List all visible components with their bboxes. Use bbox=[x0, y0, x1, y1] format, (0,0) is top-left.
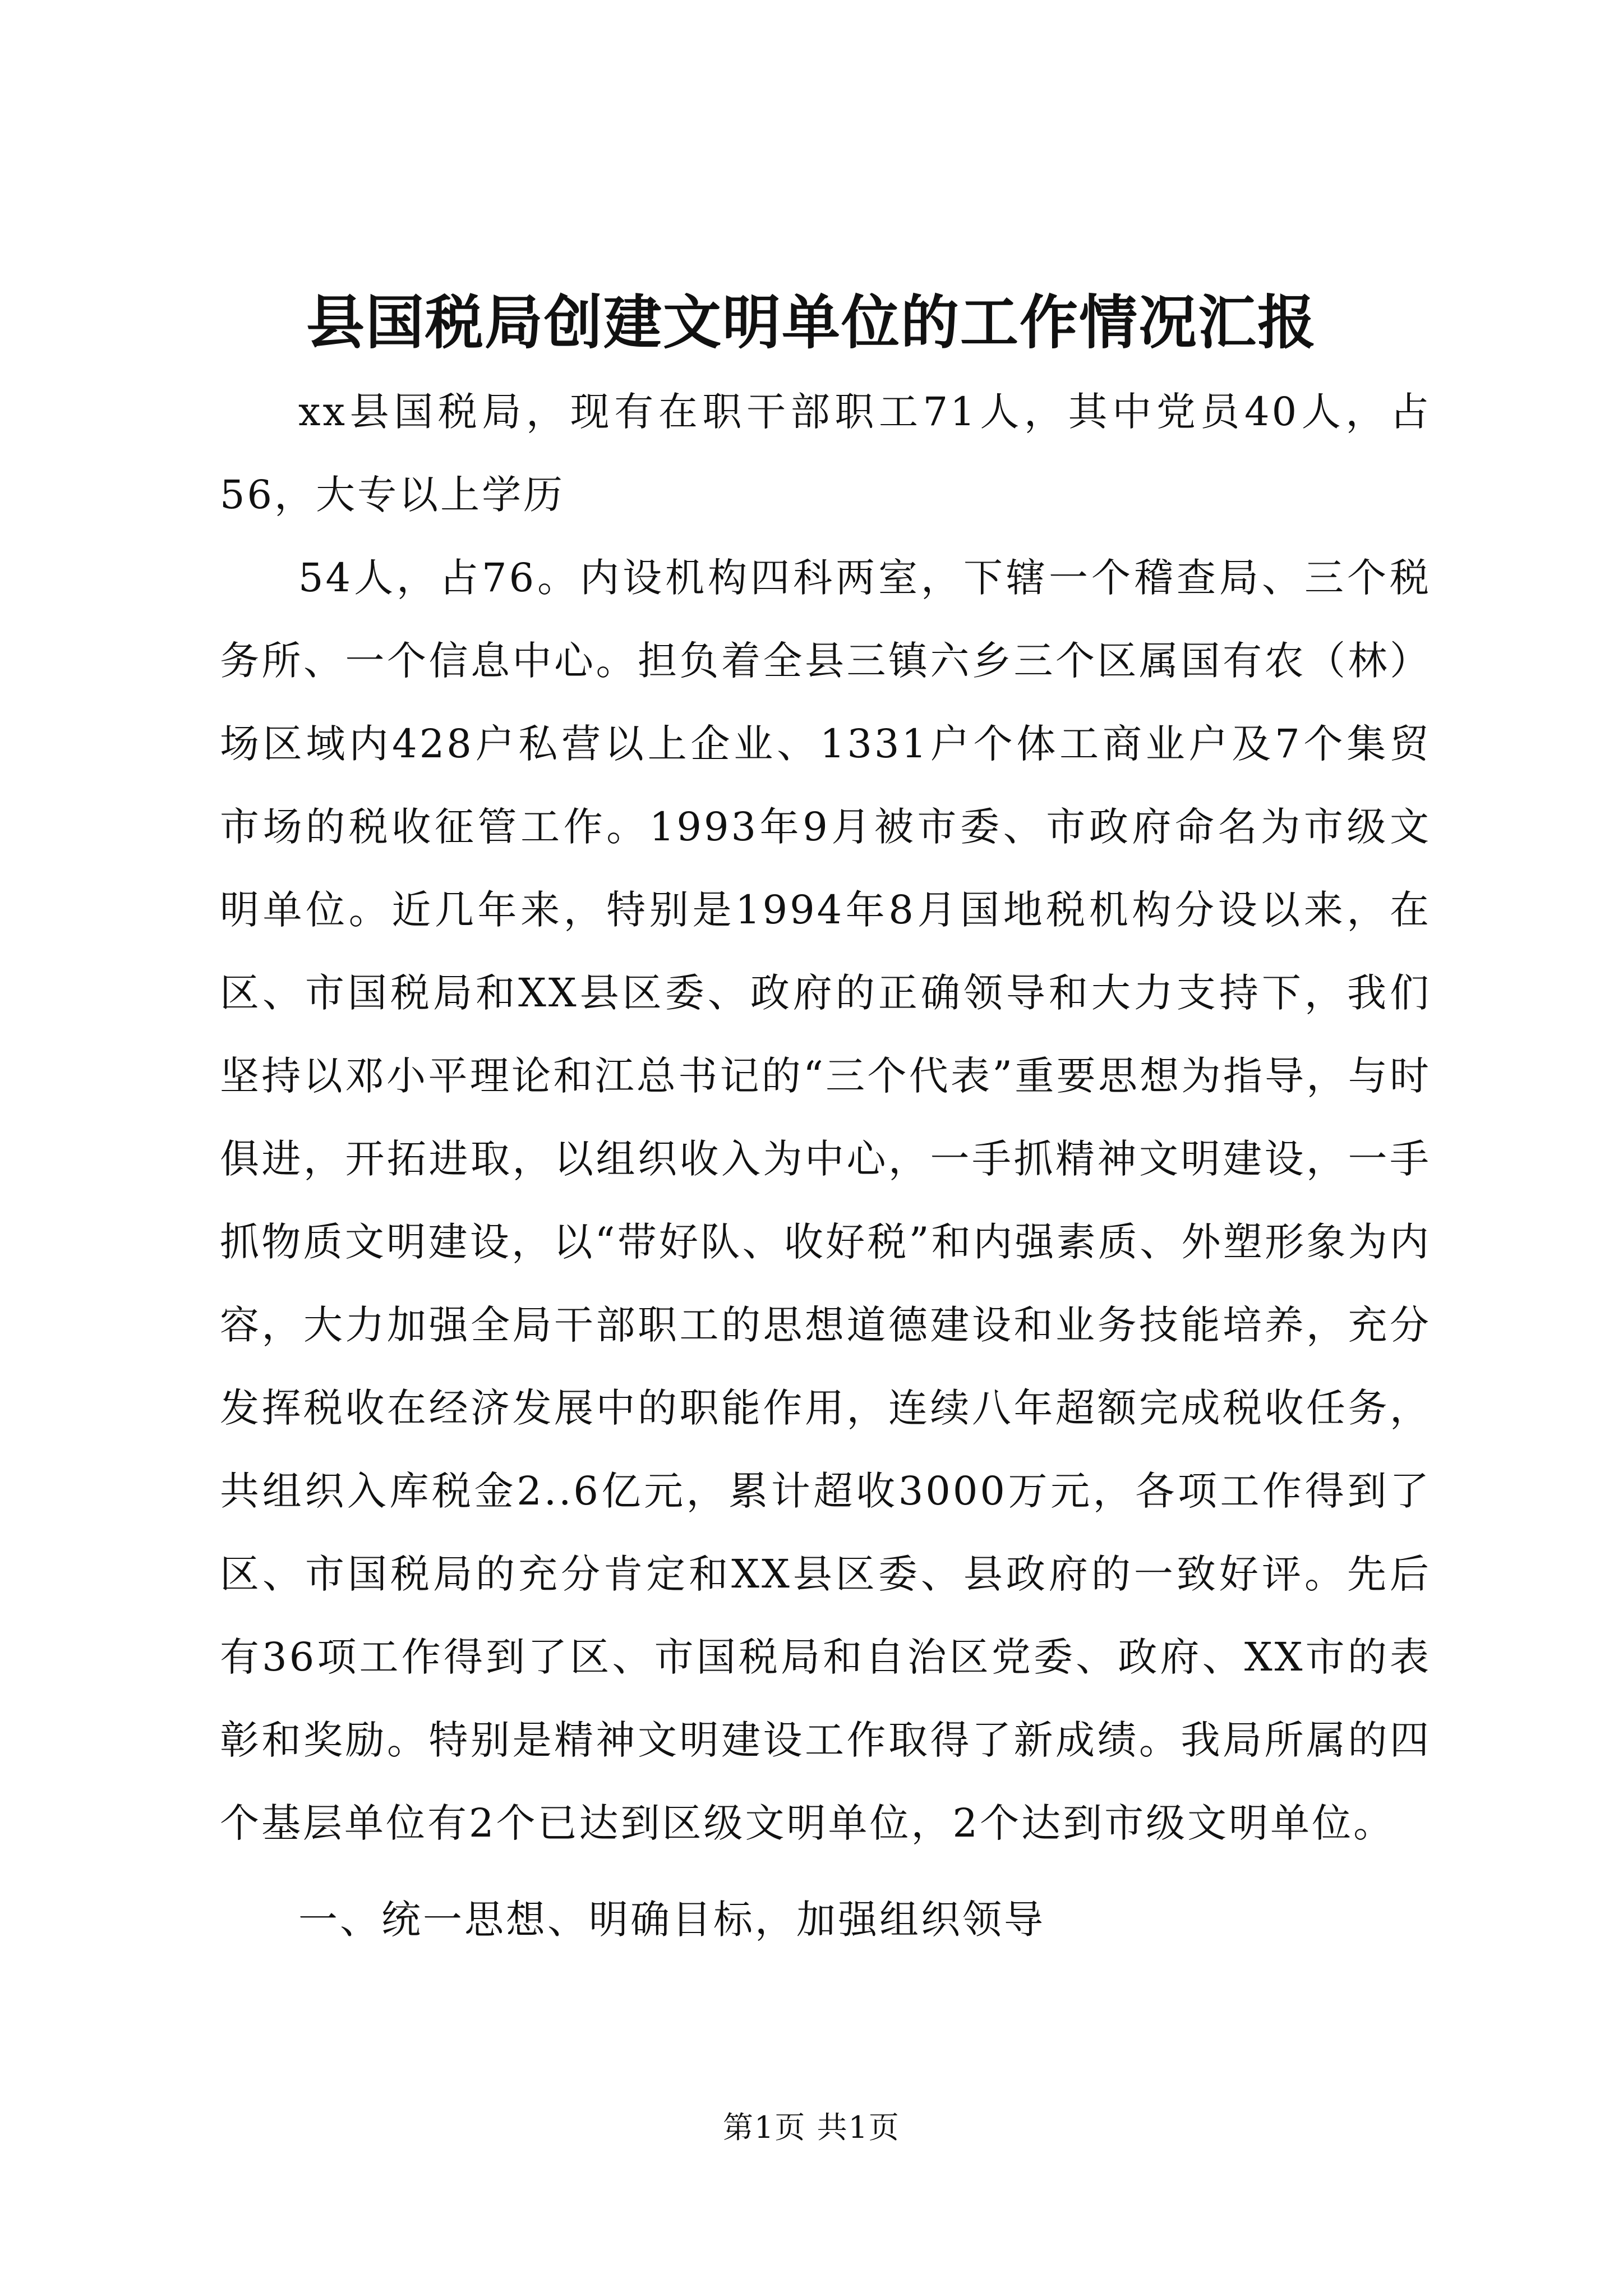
section-heading: 一、统一思想、明确目标，加强组织领导 bbox=[298, 1897, 1045, 1943]
document-title: 县国税局创建文明单位的工作情况汇报 bbox=[306, 288, 1317, 357]
document-body bbox=[220, 370, 1431, 1961]
paragraph-main: 54人，占76。内设机构四科两室，下辖一个稽查局、三个税务所、一个信息中心。担负着全县三镇六乡三个区属国有农（林）场区域内428户私营以上企业、1331户个体工商业户及7个集贸市场的税收征管工作。1993年9月被市委、市政府命名为市级文明单位。近几年来，特别是1994年8月国地税机构分设以来，在区、市国税局和XX县区委、政府的正确领导和大力支持下，我们坚持以邓小平理论和江总书记的“三个代表”重要思想为指导，与时俱进，开拓进取，以组织收入为中心，一手抓精神文明建设，一手抓物质文明建设，以“带好队、收好税”和内强素质、外塑形象为内容，大力加强全局干部职工的思想道德建设和业务技能培养，充分发挥税收在经济发展中的职能作用，连续八年超额完成税收任务，共组织入库税金2..6亿元，累计超收3000万元，各项工作得到了区、市国税局的充分肯定和XX县区委、县政府的一致好评。先后有36项工作得到了区、市国税局和自治区党委、政府、XX市的表彰和奖励。特别是精神文明建设工作取得了新成绩。我局所属的四个基层单位有2个已达到区级文明单位，2个达到市级文明单位。 bbox=[220, 555, 1431, 1846]
paragraph-intro: xx县国税局，现有在职干部职工71人，其中党员40人，占56，大专以上学历 bbox=[220, 389, 1431, 518]
page-number-footer: 第1页 共1页 bbox=[723, 2110, 900, 2145]
